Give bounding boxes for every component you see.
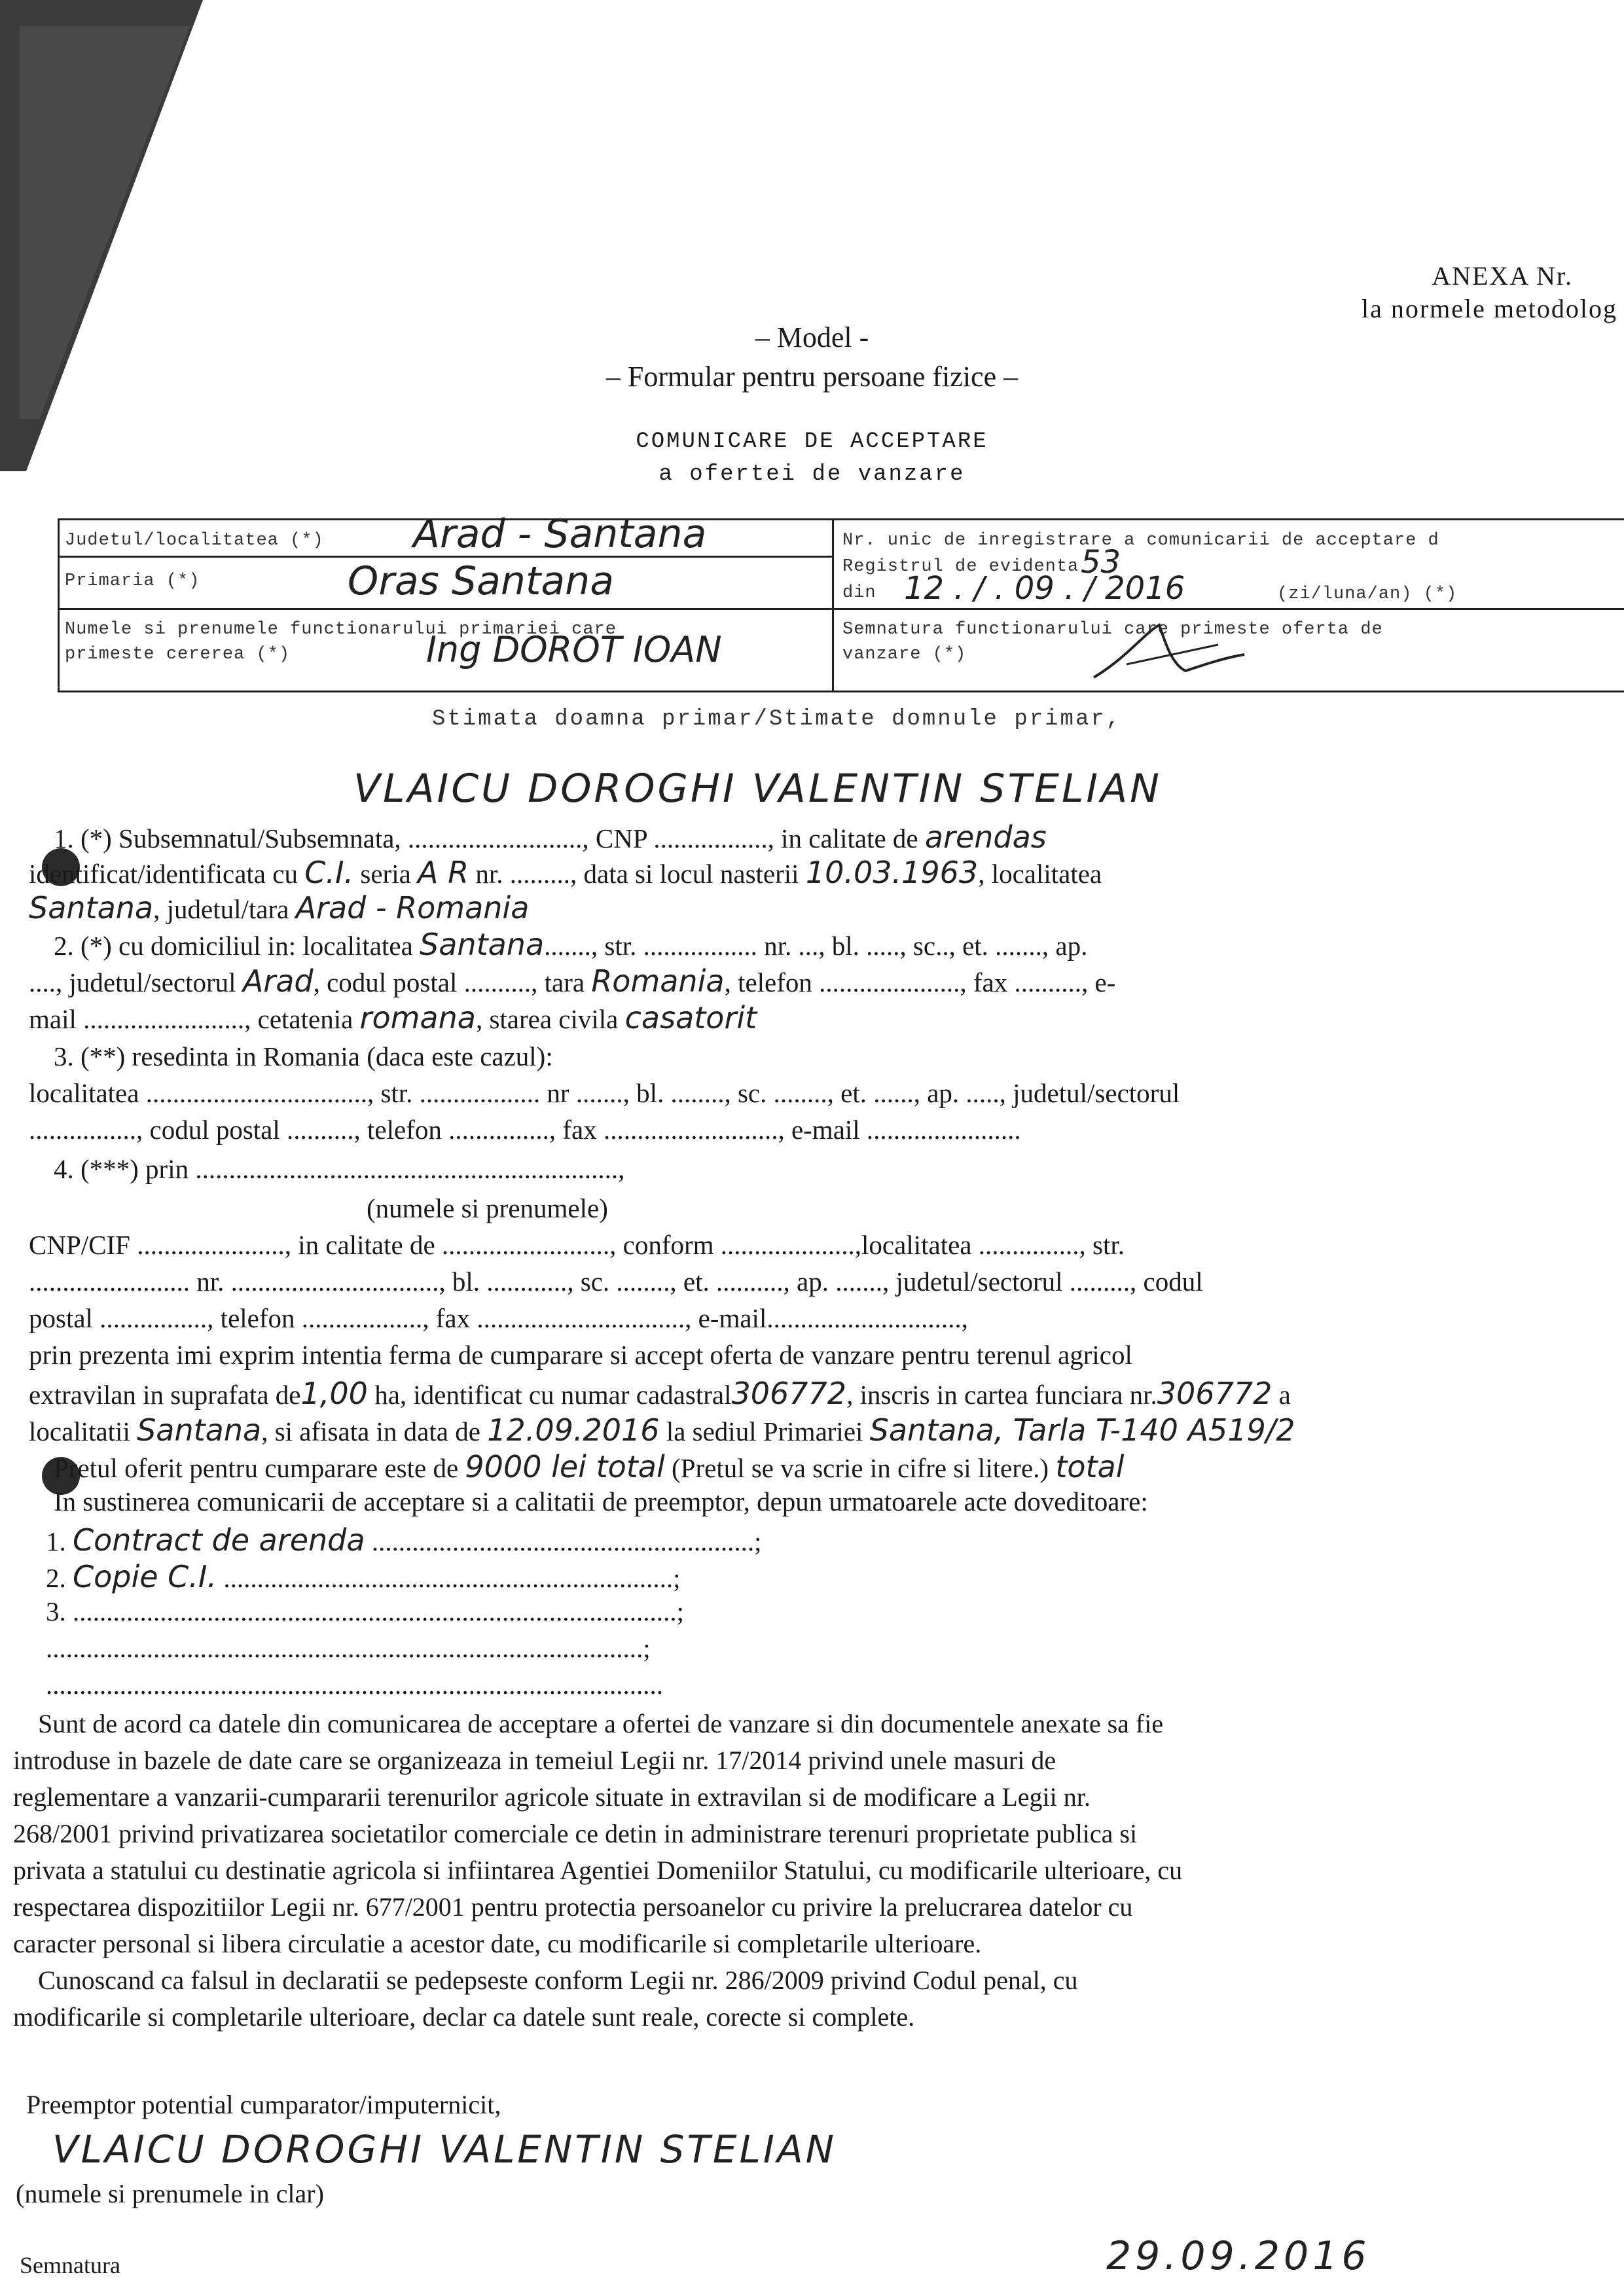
p1-line2: identificat/identificata cu C.I. seria A R nr. ........., data si locul nasterii 10.03.1963, localitatea — [29, 855, 1102, 890]
judet-label: Judetul/localitatea (*) — [65, 531, 324, 550]
preemptor-name: VLAICU DOROGHI VALENTIN STELIAN — [52, 2127, 837, 2172]
functionar-signature-icon — [1087, 619, 1251, 691]
registration-table — [58, 511, 1624, 692]
consent-line-3: reglementare a vanzarii-cumpararii terenurilor agricole situate in extravilan si de modificare a Legii nr. — [13, 1782, 1091, 1812]
p2-line1: 2. (*) cu domiciliul in: localitatea Santana......., str. ................. nr. ..., bl. ....., sc.., et. ......., ap. — [54, 927, 1088, 962]
p4-line1: 4. (***) prin ..............................................................., — [54, 1154, 625, 1184]
semnatura-label-2: vanzare (*) — [842, 645, 967, 664]
consent-line-1: Sunt de acord ca datele din comunicarea de acceptare a ofertei de vanzare si din documentele anexate sa fie — [38, 1709, 1164, 1738]
p1-line3: Santana, judetul/tara Arad - Romania — [29, 890, 530, 925]
p2-line3: mail ........................, cetatenia romana, starea civila casatorit — [29, 1000, 757, 1035]
consent-line-2: introduse in bazele de date care se organizeaza in temeiul Legii nr. 17/2014 privind unele masuri de — [13, 1746, 1056, 1775]
consent-line-6: respectarea dispozitiilor Legii nr. 677/2001 pentru protectia persoanelor cu privire la prelucrarea datelor cu — [13, 1892, 1133, 1922]
p2-line2: ...., judetul/sectorul Arad, codul postal .........., tara Romania, telefon ....................., fax .........., e- — [29, 963, 1116, 999]
p4-line4: ........................ nr. ..............................., bl. ............, sc. ........, et. .........., ap. ......., judetul/sectorul ........., codul — [29, 1266, 1203, 1297]
primaria-label: Primaria (*) — [65, 571, 200, 591]
consent-line-9: modificarile si completarile ulterioare, declar ca datele sunt reale, corecte si complete. — [13, 2002, 915, 2032]
consent-line-4: 268/2001 privind privatizarea societatilor comerciale ce detin in administrare terenuri proprietate publica si — [13, 1819, 1138, 1848]
registru-value: 53 — [1081, 544, 1121, 581]
consent-line-8: Cunoscand ca falsul in declaratii se pedepseste conform Legii nr. 286/2009 privind Codul penal, cu — [38, 1965, 1078, 1995]
preemptor-name-note: (numele si prenumele in clar) — [16, 2179, 324, 2208]
document-subtitle: a ofertei de vanzare — [659, 462, 965, 487]
p5-line2: extravilan in suprafata de1,00 ha, identificat cu numar cadastral306772, inscris in cartea funciara nr.306772 a — [29, 1376, 1291, 1411]
annex-number: ANEXA Nr. — [1432, 261, 1573, 291]
functionar-label-1: Numele si prenumele functionarului primariei care — [65, 620, 617, 639]
calitate-value: arendas — [924, 819, 1047, 855]
annex-norms: la normele metodolog — [1361, 294, 1617, 323]
applicant-name: VLAICU DOROGHI VALENTIN STELIAN — [353, 766, 1163, 812]
greeting: Stimata doamna primar/Stimate domnule primar, — [432, 707, 1122, 732]
semnatura-label-1: Semnatura functionarului care primeste oferta de — [842, 620, 1383, 639]
act-item-2: 2. Copie C.I. ...................................................................; — [46, 1559, 681, 1594]
consent-line-7: caracter personal si libera circulatie a acestor date, cu modificarile si completarile ulterioare. — [13, 1929, 982, 1958]
p4-line3: CNP/CIF ......................, in calitate de ........................., conform ....................,localitatea ..............., str. — [29, 1230, 1125, 1260]
signing-date: 29.09.2016 — [1106, 2233, 1371, 2279]
p4-line2: (numele si prenumele) — [367, 1193, 608, 1223]
din-value: 12 . / . 09 . / 2016 — [904, 570, 1185, 607]
registru-label: Registrul de evidenta — [842, 557, 1079, 577]
p1-line1: 1. (*) Subsemnatul/Subsemnata, .........................., CNP ................., in calitate de arendas — [54, 819, 1047, 855]
functionar-label-2: primeste cererea (*) — [65, 645, 291, 664]
act-item-extra-2: ............................................................................................ — [46, 1670, 663, 1700]
primaria-value: Oras Santana — [348, 558, 614, 604]
p5-line4: Pretul oferit pentru cumparare este de 9000 lei total (Pretul se va scrie in cifre si litere.) total — [54, 1449, 1125, 1484]
din-label: din — [842, 583, 876, 603]
p5-line1: prin prezenta imi exprim intentia ferma de cumparare si accept oferta de vanzare pentru terenul agricol — [29, 1340, 1132, 1370]
act-item-1: 1. Contract de arenda .........................................................; — [46, 1522, 762, 1558]
judet-value: Arad - Santana — [413, 511, 707, 557]
signature-label: Semnatura — [20, 2252, 120, 2278]
functionar-value: Ing DOROT IOAN — [426, 629, 722, 670]
act-item-extra: .........................................................................................; — [46, 1633, 651, 1663]
p3-line2: localitatea ................................., str. .................. nr ......., bl. ........, sc. ........, et. ......, ap. ....., judetul/sectorul — [29, 1078, 1180, 1108]
p5-line3: localitatii Santana, si afisata in data de 12.09.2016 la sediul Primariei Santana, Tarla T-140 A519/2 — [29, 1412, 1295, 1448]
p5-line5: In sustinerea comunicarii de acceptare si a calitatii de preemptor, depun urmatoarele acte doveditoare: — [54, 1486, 1148, 1516]
din-suffix: (zi/luna/an) (*) — [1277, 584, 1458, 604]
p3-line1: 3. (**) resedinta in Romania (daca este cazul): — [54, 1041, 553, 1071]
model-label: – Model - — [755, 321, 869, 353]
act-item-3: 3. ..........................................................................................; — [46, 1596, 684, 1626]
form-type: – Formular pentru persoane fizice – — [605, 361, 1019, 393]
nr-unic-label: Nr. unic de inregistrare a comunicarii de acceptare d — [842, 531, 1439, 550]
p3-line3: ................, codul postal .........., telefon ..............., fax .........................., e-mail ....................... — [29, 1115, 1021, 1145]
p4-line5: postal ................, telefon .................., fax ..............................., e-mail............................., — [29, 1303, 968, 1333]
consent-line-5: privata a statului cu destinatie agricola si infiintarea Agentiei Domeniilor Statului, cu modificarile ulterioare, cu — [13, 1856, 1183, 1885]
document-title: COMUNICARE DE ACCEPTARE — [636, 429, 988, 454]
preemptor-role: Preemptor potential cumparator/imputernicit, — [26, 2090, 501, 2119]
scan-shadow-corner — [0, 0, 203, 471]
